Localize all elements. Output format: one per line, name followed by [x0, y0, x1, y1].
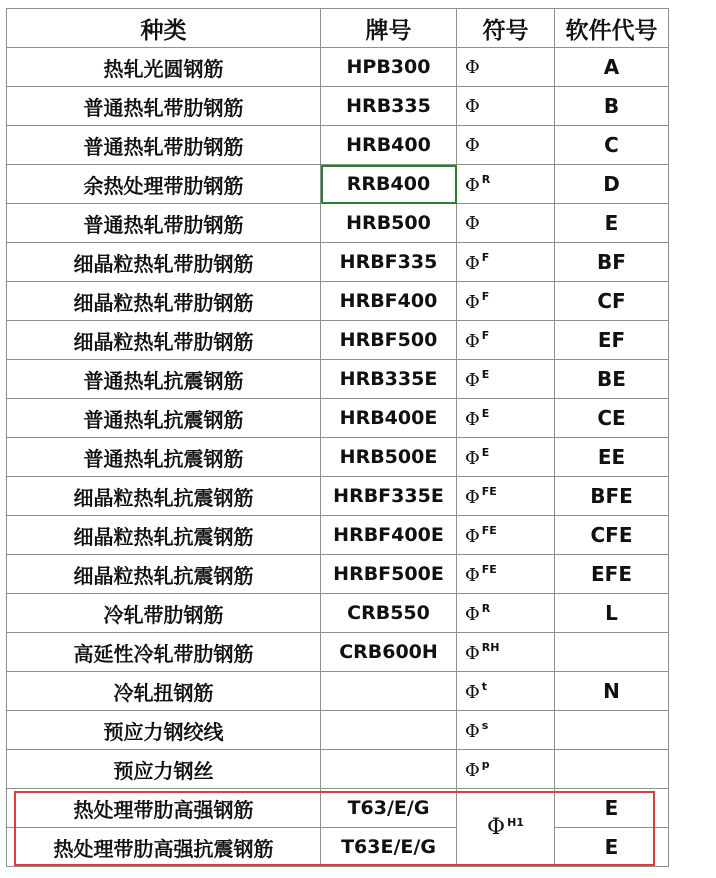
table-row: [7, 750, 669, 789]
code-cell[interactable]: L: [555, 594, 669, 633]
code-cell[interactable]: BE: [555, 360, 669, 399]
code-cell[interactable]: BFE: [555, 477, 669, 516]
rebar-symbol-icon: Φ: [465, 720, 480, 742]
table-row: [7, 477, 669, 516]
grade-cell[interactable]: HPB300: [321, 48, 457, 87]
symbol-cell[interactable]: [457, 399, 555, 438]
highlighted-row: [7, 789, 669, 828]
symbol-superscript: E: [481, 406, 490, 420]
rebar-symbol-icon: Φ: [465, 759, 480, 781]
kind-cell[interactable]: 细晶粒热轧带肋钢筋: [7, 321, 321, 360]
rebar-symbol-icon: Φ: [465, 681, 480, 703]
table-row: [7, 87, 669, 126]
symbol-cell[interactable]: [457, 477, 555, 516]
rebar-symbol-icon: Φ: [465, 369, 480, 391]
kind-cell[interactable]: 热轧光圆钢筋: [7, 48, 321, 87]
grade-cell[interactable]: HRB400: [321, 126, 457, 165]
table-row: [7, 711, 669, 750]
table-row: [7, 360, 669, 399]
rebar-symbol-icon: Φ: [465, 525, 480, 547]
code-cell[interactable]: C: [555, 126, 669, 165]
symbol-superscript: H1: [507, 816, 524, 829]
kind-cell[interactable]: 普通热轧抗震钢筋: [7, 399, 321, 438]
grade-cell[interactable]: [321, 711, 457, 750]
kind-cell[interactable]: 预应力钢丝: [7, 750, 321, 789]
kind-cell[interactable]: 普通热轧带肋钢筋: [7, 204, 321, 243]
symbol-superscript: p: [481, 757, 490, 771]
table-row: [7, 555, 669, 594]
grade-cell[interactable]: HRBF335E: [321, 477, 457, 516]
code-cell[interactable]: E: [555, 204, 669, 243]
table-row: [7, 282, 669, 321]
table-row: [7, 633, 669, 672]
rebar-symbol-icon: Φ: [465, 56, 480, 78]
grade-cell[interactable]: CRB600H: [321, 633, 457, 672]
symbol-cell[interactable]: [457, 789, 555, 867]
rebar-symbol-icon: Φ: [465, 564, 480, 586]
header-row: [7, 9, 669, 48]
symbol-cell[interactable]: [457, 165, 555, 204]
code-cell[interactable]: A: [555, 48, 669, 87]
grade-cell[interactable]: HRB500E: [321, 438, 457, 477]
rebar-symbol-icon: Φ: [487, 815, 506, 840]
kind-cell[interactable]: 热处理带肋高强抗震钢筋: [7, 828, 321, 867]
symbol-cell[interactable]: [457, 87, 555, 126]
code-cell[interactable]: D: [555, 165, 669, 204]
table-row: [7, 165, 669, 204]
symbol-superscript: s: [481, 718, 489, 732]
grade-cell[interactable]: T63/E/G: [321, 789, 457, 828]
code-cell[interactable]: [555, 711, 669, 750]
rebar-symbol-icon: Φ: [465, 291, 480, 313]
symbol-superscript: RH: [481, 640, 500, 654]
table-row: [7, 243, 669, 282]
symbol-superscript: R: [481, 601, 491, 615]
kind-cell[interactable]: 高延性冷轧带肋钢筋: [7, 633, 321, 672]
code-cell[interactable]: EE: [555, 438, 669, 477]
grade-cell[interactable]: RRB400: [321, 165, 457, 204]
symbol-cell[interactable]: [457, 672, 555, 711]
symbol-superscript: FE: [481, 562, 497, 576]
code-cell[interactable]: CFE: [555, 516, 669, 555]
kind-cell[interactable]: 普通热轧带肋钢筋: [7, 126, 321, 165]
rebar-symbol-icon: Φ: [465, 330, 480, 352]
grade-cell[interactable]: T63E/E/G: [321, 828, 457, 867]
rebar-symbol-icon: Φ: [465, 408, 480, 430]
code-cell[interactable]: BF: [555, 243, 669, 282]
grade-cell[interactable]: [321, 750, 457, 789]
rebar-symbol-icon: Φ: [465, 603, 480, 625]
rebar-symbol-icon: Φ: [465, 95, 480, 117]
grade-cell[interactable]: HRBF400E: [321, 516, 457, 555]
symbol-cell[interactable]: [457, 594, 555, 633]
code-cell[interactable]: E: [555, 828, 669, 867]
kind-cell[interactable]: 冷轧扭钢筋: [7, 672, 321, 711]
header-kind[interactable]: 种类: [7, 9, 321, 48]
grade-cell[interactable]: HRB335E: [321, 360, 457, 399]
symbol-superscript: E: [481, 367, 490, 381]
rebar-symbol-icon: Φ: [465, 642, 480, 664]
kind-cell[interactable]: 余热处理带肋钢筋: [7, 165, 321, 204]
kind-cell[interactable]: 热处理带肋高强钢筋: [7, 789, 321, 828]
table-row: [7, 672, 669, 711]
rebar-symbol-icon: Φ: [465, 134, 480, 156]
kind-cell[interactable]: 细晶粒热轧抗震钢筋: [7, 555, 321, 594]
table-row: [7, 321, 669, 360]
table-row: [7, 48, 669, 87]
code-cell[interactable]: [555, 633, 669, 672]
table-row: [7, 516, 669, 555]
code-cell[interactable]: EF: [555, 321, 669, 360]
table-row: [7, 204, 669, 243]
symbol-superscript: E: [481, 445, 490, 459]
symbol-cell[interactable]: [457, 438, 555, 477]
grade-cell[interactable]: HRBF500E: [321, 555, 457, 594]
header-grade[interactable]: 牌号: [321, 9, 457, 48]
symbol-cell[interactable]: [457, 243, 555, 282]
rebar-symbol-icon: Φ: [465, 174, 480, 196]
symbol-cell[interactable]: [457, 711, 555, 750]
symbol-cell[interactable]: [457, 48, 555, 87]
header-code[interactable]: 软件代号: [555, 9, 669, 48]
symbol-cell[interactable]: [457, 321, 555, 360]
code-cell[interactable]: N: [555, 672, 669, 711]
grade-cell[interactable]: HRB500: [321, 204, 457, 243]
kind-cell[interactable]: 细晶粒热轧抗震钢筋: [7, 516, 321, 555]
table-row: [7, 594, 669, 633]
code-cell[interactable]: B: [555, 87, 669, 126]
code-cell[interactable]: EFE: [555, 555, 669, 594]
symbol-cell[interactable]: [457, 282, 555, 321]
kind-cell[interactable]: 普通热轧带肋钢筋: [7, 87, 321, 126]
rebar-table: [6, 8, 669, 867]
highlighted-row: [7, 828, 669, 867]
grade-cell[interactable]: HRBF400: [321, 282, 457, 321]
table-row: [7, 399, 669, 438]
kind-cell[interactable]: 普通热轧抗震钢筋: [7, 360, 321, 399]
code-cell[interactable]: [555, 750, 669, 789]
grade-cell[interactable]: HRB335: [321, 87, 457, 126]
symbol-cell[interactable]: [457, 633, 555, 672]
symbol-superscript: F: [481, 328, 490, 342]
header-symbol[interactable]: 符号: [457, 9, 555, 48]
rebar-symbol-icon: Φ: [465, 486, 480, 508]
symbol-cell[interactable]: [457, 555, 555, 594]
grade-cell[interactable]: HRBF335: [321, 243, 457, 282]
kind-cell[interactable]: 细晶粒热轧带肋钢筋: [7, 243, 321, 282]
symbol-superscript: R: [481, 172, 491, 186]
symbol-cell[interactable]: [457, 204, 555, 243]
symbol-cell[interactable]: [457, 750, 555, 789]
symbol-superscript: F: [481, 289, 490, 303]
kind-cell[interactable]: 冷轧带肋钢筋: [7, 594, 321, 633]
kind-cell[interactable]: 细晶粒热轧抗震钢筋: [7, 477, 321, 516]
grade-cell[interactable]: CRB550: [321, 594, 457, 633]
rebar-symbol-icon: Φ: [465, 447, 480, 469]
table-body: [7, 48, 669, 867]
rebar-symbol-icon: Φ: [465, 212, 480, 234]
code-cell[interactable]: CE: [555, 399, 669, 438]
symbol-cell[interactable]: [457, 126, 555, 165]
rebar-symbol-icon: Φ: [465, 252, 480, 274]
kind-cell[interactable]: 预应力钢绞线: [7, 711, 321, 750]
symbol-superscript: FE: [481, 523, 497, 537]
symbol-superscript: F: [481, 250, 490, 264]
table-row: [7, 438, 669, 477]
grade-cell[interactable]: [321, 672, 457, 711]
table-row: [7, 126, 669, 165]
code-cell[interactable]: E: [555, 789, 669, 828]
symbol-superscript: t: [481, 679, 488, 693]
grade-cell[interactable]: HRB400E: [321, 399, 457, 438]
symbol-cell[interactable]: [457, 360, 555, 399]
kind-cell[interactable]: 普通热轧抗震钢筋: [7, 438, 321, 477]
symbol-superscript: FE: [481, 484, 497, 498]
kind-cell[interactable]: 细晶粒热轧带肋钢筋: [7, 282, 321, 321]
symbol-cell[interactable]: [457, 516, 555, 555]
code-cell[interactable]: CF: [555, 282, 669, 321]
grade-cell[interactable]: HRBF500: [321, 321, 457, 360]
